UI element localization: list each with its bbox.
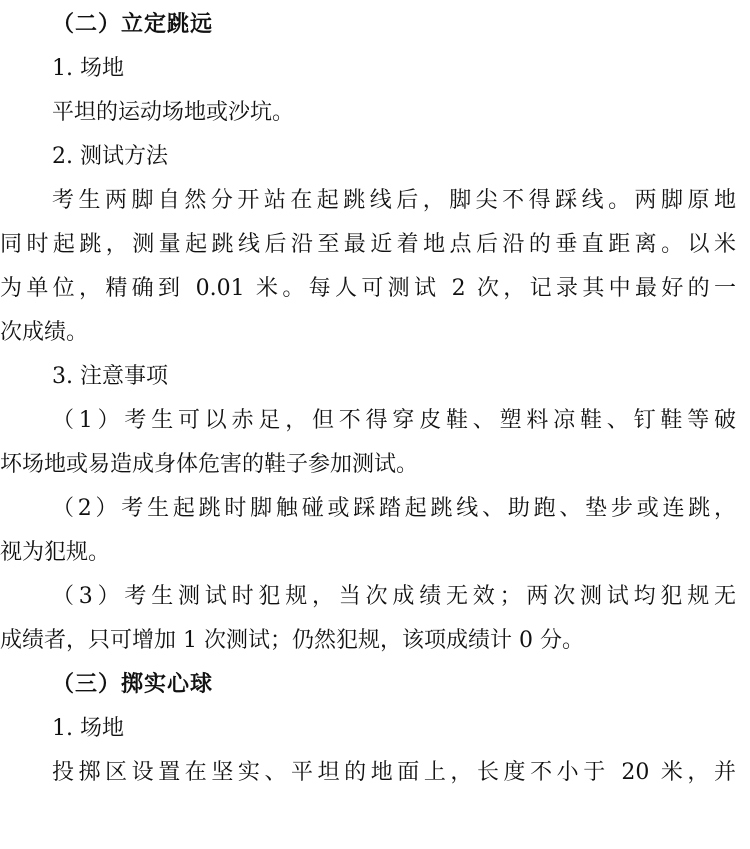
paragraph-line: （1）考生可以赤足，但不得穿皮鞋、塑料凉鞋、钉鞋等破: [52, 408, 736, 433]
section-heading-medicine-ball-throw: （三）掷实心球: [52, 672, 214, 697]
subheading-notes: 3. 注意事项: [52, 364, 168, 389]
paragraph-line: 同时起跳，测量起跳线后沿至最近着地点后沿的垂直距离。以米: [0, 232, 736, 257]
paragraph-venue-2: 投掷区设置在坚实、平坦的地面上，长度不小于 20 米，并: [52, 760, 736, 785]
note-item-1: [0, 399, 736, 487]
paragraph-test-method: [0, 179, 736, 355]
paragraph-line: 成绩者，只可增加 1 次测试；仍然犯规，该项成绩计 0 分。: [0, 628, 584, 653]
section-heading-standing-long-jump: （二）立定跳远: [52, 12, 214, 37]
paragraph-line: （2）考生起跳时脚触碰或踩踏起跳线、助跑、垫步或连跳，: [52, 496, 736, 521]
paragraph-line: 视为犯规。: [0, 540, 111, 565]
paragraph-line: 为单位，精确到 0.01 米。每人可测试 2 次，记录其中最好的一: [0, 276, 736, 301]
subheading-test-method: 2. 测试方法: [52, 144, 168, 169]
subheading-venue: 1. 场地: [52, 56, 124, 81]
subheading-venue-2: 1. 场地: [52, 716, 124, 741]
note-item-2: [0, 487, 736, 575]
paragraph-line: 考生两脚自然分开站在起跳线后，脚尖不得踩线。两脚原地: [52, 188, 736, 213]
paragraph-venue: 平坦的运动场地或沙坑。: [52, 100, 295, 125]
paragraph-line: （3）考生测试时犯规，当次成绩无效；两次测试均犯规无: [52, 584, 736, 609]
note-item-3: [0, 575, 736, 663]
paragraph-line: 次成绩。: [0, 320, 89, 345]
paragraph-line: 坏场地或易造成身体危害的鞋子参加测试。: [0, 452, 419, 477]
